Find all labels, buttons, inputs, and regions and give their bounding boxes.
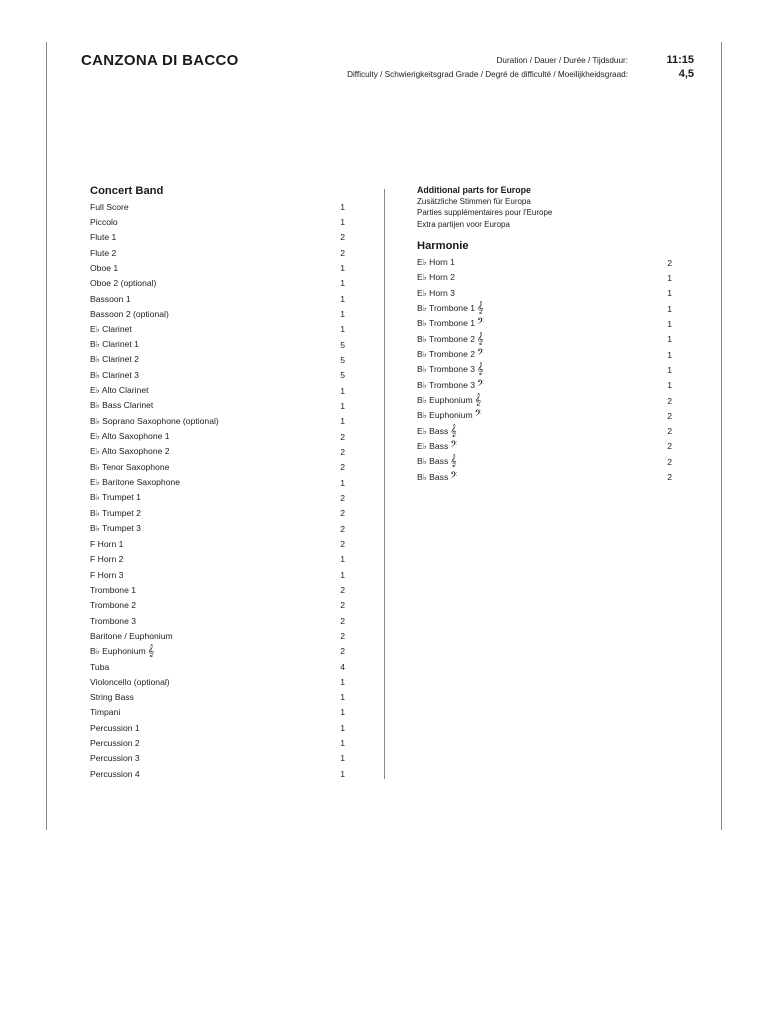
part-name: B♭ Trumpet 1	[90, 492, 141, 503]
part-quantity: 2	[340, 615, 345, 626]
part-name: B♭ Soprano Saxophone (optional)	[90, 415, 219, 426]
part-row	[90, 644, 345, 659]
part-quantity: 2	[340, 446, 345, 457]
part-row	[90, 674, 345, 689]
part-quantity: 1	[667, 364, 672, 375]
part-quantity: 1	[667, 272, 672, 283]
part-name: B♭ Euphonium 𝄞	[90, 643, 155, 657]
left-margin-rule	[46, 42, 47, 830]
part-row	[90, 429, 345, 444]
part-row	[90, 398, 345, 413]
part-name: Timpani	[90, 707, 121, 718]
part-name: E♭ Baritone Saxophone	[90, 477, 181, 488]
treble-clef-icon: 𝄞	[450, 454, 457, 468]
part-quantity: 1	[340, 278, 345, 289]
part-row	[90, 276, 345, 291]
part-row	[417, 469, 672, 484]
part-row	[90, 291, 345, 306]
part-quantity: 4	[340, 661, 345, 672]
part-name: Tuba	[90, 661, 110, 672]
difficulty-value: 4,5	[678, 68, 694, 80]
part-name: E♭ Horn 2	[417, 272, 455, 283]
part-quantity: 1	[667, 380, 672, 391]
part-quantity: 2	[667, 395, 672, 406]
additional-parts-heading: Additional parts for Europe	[417, 185, 531, 195]
part-row	[417, 454, 672, 469]
part-quantity: 1	[340, 216, 345, 227]
part-row	[90, 766, 345, 781]
part-quantity: 1	[340, 293, 345, 304]
part-quantity: 2	[340, 431, 345, 442]
part-name: F Horn 3	[90, 569, 124, 580]
part-name: E♭ Horn 1	[417, 257, 455, 268]
part-row	[417, 316, 672, 331]
part-row	[90, 383, 345, 398]
part-name: Piccolo	[90, 216, 118, 227]
part-quantity: 1	[340, 201, 345, 212]
part-name: Percussion 2	[90, 738, 140, 749]
part-name: Trombone 2	[90, 600, 137, 611]
difficulty-label: Difficulty / Schwierigkeitsgrad Grade / Degré de difficulté / Moeilijkheidsgraad:	[347, 70, 628, 79]
part-quantity: 1	[340, 400, 345, 411]
part-name: Trombone 1	[90, 584, 137, 595]
part-row	[90, 337, 345, 352]
part-row	[417, 332, 672, 347]
part-name: Oboe 2 (optional)	[90, 278, 157, 289]
part-row	[90, 414, 345, 429]
treble-clef-icon: 𝄞	[477, 362, 484, 376]
part-row	[90, 536, 345, 551]
part-name: Percussion 1	[90, 722, 140, 733]
treble-clef-icon: 𝄞	[477, 301, 484, 315]
bass-clef-icon: 𝄢	[450, 438, 458, 452]
part-name: Oboe 1	[90, 262, 119, 273]
part-quantity: 2	[340, 492, 345, 503]
part-row	[90, 322, 345, 337]
part-quantity: 2	[667, 456, 672, 467]
harmonie-heading: Harmonie	[417, 239, 469, 252]
part-name: F Horn 2	[90, 554, 124, 565]
part-quantity: 2	[667, 441, 672, 452]
part-row	[90, 260, 345, 275]
concert-band-column	[90, 184, 345, 781]
part-row	[90, 199, 345, 214]
part-row	[417, 378, 672, 393]
part-row	[90, 306, 345, 321]
part-row	[90, 690, 345, 705]
part-name: E♭ Alto Saxophone 2	[90, 446, 170, 457]
part-quantity: 2	[340, 600, 345, 611]
part-quantity: 2	[340, 232, 345, 243]
part-name: String Bass	[90, 692, 134, 703]
part-quantity: 1	[340, 385, 345, 396]
part-quantity: 2	[340, 646, 345, 657]
part-quantity: 2	[340, 538, 345, 549]
additional-line-de: Zusätzliche Stimmen für Europa	[417, 197, 531, 206]
treble-clef-icon: 𝄞	[477, 331, 484, 345]
part-row	[417, 286, 672, 301]
part-name: B♭ Trombone 1 𝄢	[417, 316, 485, 330]
part-quantity: 2	[340, 247, 345, 258]
treble-clef-icon: 𝄞	[450, 423, 457, 437]
part-name: Bassoon 2 (optional)	[90, 308, 169, 319]
additional-line-nl: Extra partijen voor Europa	[417, 219, 510, 229]
part-quantity: 1	[340, 722, 345, 733]
part-row	[90, 659, 345, 674]
part-name: B♭ Trombone 3 𝄞	[417, 362, 484, 376]
meta-labels	[347, 54, 628, 82]
part-quantity: 2	[340, 508, 345, 519]
part-row	[417, 347, 672, 362]
part-name: B♭ Bass 𝄞	[417, 454, 457, 468]
treble-clef-icon: 𝄞	[147, 643, 155, 657]
part-name: B♭ Trombone 1 𝄞	[417, 301, 484, 315]
part-quantity: 1	[667, 303, 672, 314]
part-row	[90, 444, 345, 459]
part-name: E♭ Bass 𝄞	[417, 423, 457, 437]
part-name: F Horn 1	[90, 538, 124, 549]
europe-column	[417, 184, 672, 485]
part-row	[90, 506, 345, 521]
part-name: Baritone / Euphonium	[90, 630, 173, 641]
part-name: B♭ Trumpet 2	[90, 507, 141, 518]
part-quantity: 1	[340, 692, 345, 703]
part-name: Flute 1	[90, 232, 117, 243]
part-row	[90, 490, 345, 505]
part-name: B♭ Bass 𝄢	[417, 469, 458, 483]
part-quantity: 1	[340, 707, 345, 718]
part-name: E♭ Horn 3	[417, 287, 455, 298]
part-row	[90, 720, 345, 735]
part-quantity: 2	[667, 410, 672, 421]
part-quantity: 1	[340, 262, 345, 273]
part-quantity: 1	[667, 288, 672, 299]
part-quantity: 1	[340, 738, 345, 749]
part-quantity: 5	[340, 339, 345, 350]
part-name: E♭ Alto Saxophone 1	[90, 431, 170, 442]
part-row	[90, 521, 345, 536]
part-name: B♭ Tenor Saxophone	[90, 461, 170, 472]
part-name: Percussion 4	[90, 768, 140, 779]
part-quantity: 2	[340, 584, 345, 595]
part-row	[90, 567, 345, 582]
part-quantity: 1	[667, 318, 672, 329]
part-name: Full Score	[90, 201, 129, 212]
duration-label: Duration / Dauer / Durée / Tijdsduur:	[496, 56, 628, 65]
part-row	[90, 751, 345, 766]
part-row	[90, 230, 345, 245]
additional-line-fr: Parties supplémentaires pour l'Europe	[417, 208, 553, 218]
part-row	[90, 245, 345, 260]
part-quantity: 5	[340, 354, 345, 365]
treble-clef-icon: 𝄞	[474, 393, 482, 406]
part-quantity: 1	[667, 349, 672, 360]
part-row	[90, 475, 345, 490]
part-quantity: 2	[667, 472, 672, 483]
part-row	[90, 613, 345, 628]
part-quantity: 1	[340, 768, 345, 779]
part-quantity: 1	[340, 554, 345, 565]
part-name: B♭ Trumpet 3	[90, 523, 141, 534]
concert-band-list	[90, 199, 345, 781]
part-quantity: 1	[340, 477, 345, 488]
part-name: B♭ Bass Clarinet	[90, 400, 154, 411]
part-name: Violoncello (optional)	[90, 676, 170, 687]
part-name: B♭ Clarinet 1	[90, 339, 139, 350]
part-quantity: 1	[340, 569, 345, 580]
part-name: B♭ Trombone 3 𝄢	[417, 377, 485, 391]
part-row	[417, 362, 672, 377]
part-row	[90, 735, 345, 750]
part-name: B♭ Euphonium 𝄞	[417, 393, 482, 406]
part-row	[90, 598, 345, 613]
part-name: E♭ Clarinet	[90, 323, 132, 334]
part-row	[90, 582, 345, 597]
harmonie-list	[417, 255, 672, 485]
part-row	[90, 460, 345, 475]
bass-clef-icon: 𝄢	[477, 377, 485, 391]
bass-clef-icon: 𝄢	[474, 408, 482, 422]
concert-band-heading: Concert Band	[90, 185, 164, 197]
column-divider	[384, 189, 385, 779]
part-name: Trombone 3	[90, 615, 137, 626]
part-quantity: 2	[340, 462, 345, 473]
part-row	[417, 393, 672, 408]
part-quantity: 1	[340, 324, 345, 335]
part-name: E♭ Alto Clarinet	[90, 385, 149, 396]
part-name: Flute 2	[90, 247, 117, 258]
part-quantity: 1	[340, 753, 345, 764]
page-title: CANZONA DI BACCO	[81, 52, 239, 69]
part-quantity: 2	[667, 426, 672, 437]
part-row	[417, 439, 672, 454]
part-quantity: 2	[340, 523, 345, 534]
part-quantity: 2	[340, 630, 345, 641]
part-name: B♭ Trombone 2 𝄞	[417, 331, 484, 345]
part-name: B♭ Euphonium 𝄢	[417, 408, 482, 422]
bass-clef-icon: 𝄢	[450, 469, 458, 483]
bass-clef-icon: 𝄢	[477, 316, 485, 330]
part-row	[417, 255, 672, 270]
part-name: Percussion 3	[90, 753, 140, 764]
part-row	[90, 628, 345, 643]
part-name: E♭ Bass 𝄢	[417, 438, 458, 452]
part-row	[90, 368, 345, 383]
part-quantity: 1	[340, 676, 345, 687]
part-row	[417, 270, 672, 285]
right-margin-rule	[721, 42, 722, 830]
part-quantity: 5	[340, 370, 345, 381]
duration-value: 11:15	[666, 54, 694, 66]
part-name: B♭ Trombone 2 𝄢	[417, 347, 485, 361]
meta-values	[640, 53, 694, 81]
part-row	[90, 214, 345, 229]
part-quantity: 1	[340, 416, 345, 427]
part-row	[417, 408, 672, 423]
part-quantity: 1	[667, 334, 672, 345]
part-quantity: 1	[340, 308, 345, 319]
bass-clef-icon: 𝄢	[477, 347, 485, 361]
part-row	[90, 705, 345, 720]
part-row	[90, 552, 345, 567]
part-name: B♭ Clarinet 2	[90, 354, 139, 365]
part-row	[417, 301, 672, 316]
part-row	[90, 352, 345, 367]
part-name: Bassoon 1	[90, 293, 131, 304]
part-row	[417, 424, 672, 439]
part-name: B♭ Clarinet 3	[90, 369, 139, 380]
part-quantity: 2	[667, 257, 672, 268]
